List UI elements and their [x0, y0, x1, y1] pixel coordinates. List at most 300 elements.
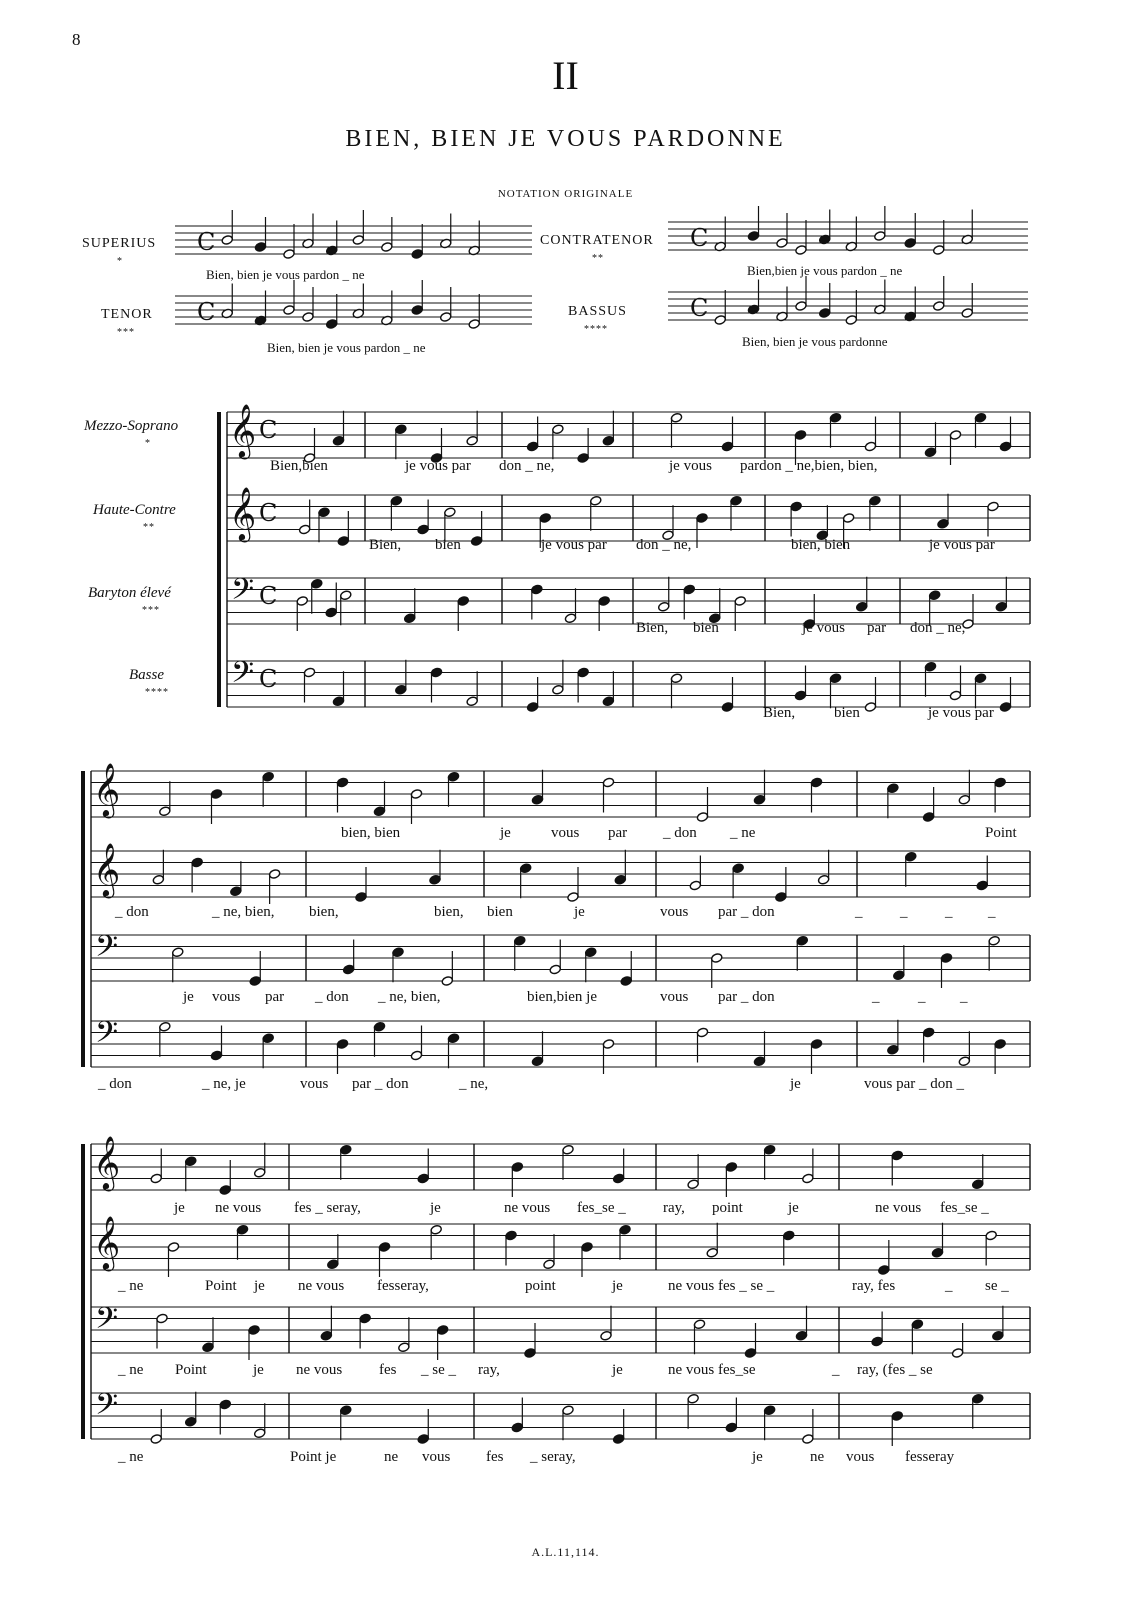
lyric-s3-v4-8: vous: [846, 1449, 875, 1465]
note-head: [958, 794, 970, 805]
lyric-s2-v4-4: _ ne,: [459, 1076, 489, 1092]
lyric-s2-v3-7: par _ don: [718, 989, 775, 1005]
note-head: [219, 1185, 231, 1196]
note-head: [531, 794, 543, 805]
lyric-s3-v4-9: fesseray: [905, 1449, 955, 1465]
note-head: [922, 812, 934, 823]
note-head: [410, 789, 422, 800]
lyric-tenor: Bien, bien je vous pardon _ ne: [267, 340, 426, 355]
part-name-bassus: BASSUS: [568, 304, 627, 319]
lyric-s3-v4-3: vous: [422, 1449, 451, 1465]
lyric-s2-v3-1: vous: [212, 989, 241, 1005]
mensural-note: [283, 305, 295, 316]
note-head: [444, 507, 456, 518]
note-head: [564, 613, 576, 624]
lyric-s3-v2-3: ne vous: [298, 1278, 345, 1294]
lyric-s1-v1-0: Bien,bien: [270, 458, 328, 474]
note-head: [958, 1056, 970, 1067]
lyric-s3-v3-10: ray, (fes _ se: [857, 1362, 933, 1378]
lyric-s3-v3-1: Point: [175, 1362, 207, 1378]
lyric-s1-v4-0: Bien,: [763, 705, 796, 721]
note-head: [410, 1050, 422, 1061]
lyric-s3-v2-7: ne vous fes _ se _: [668, 1278, 775, 1294]
lyric-s2-v3-4: _ ne, bien,: [378, 989, 441, 1005]
staff-system3-voice1: [91, 1144, 1030, 1190]
lyric-s1-v1-4: pardon _ ne,bien, bien,: [740, 458, 878, 474]
lyric-s2-v3-10: _: [960, 989, 968, 1005]
note-head: [417, 1173, 429, 1184]
note-head: [526, 702, 538, 713]
note-head: [976, 880, 988, 891]
note-head: [152, 874, 164, 885]
note-head: [732, 863, 744, 874]
lyric-s3-v3-9: _: [832, 1362, 840, 1378]
mensural-note: [819, 308, 831, 319]
note-head: [783, 1230, 795, 1241]
lyric-s2-v1-6: Point: [985, 825, 1017, 841]
note-head: [995, 601, 1007, 612]
mensural-note: [283, 249, 295, 260]
lyric-s3-v3-4: fes: [379, 1362, 397, 1378]
part-marker-contratenor: **: [592, 253, 604, 264]
staff-system3-voice4: [91, 1393, 1030, 1439]
lyric-s2-v3-9: _: [918, 989, 926, 1005]
note-head: [549, 964, 561, 975]
publisher-plate-code: A.L.11,114.: [531, 1545, 600, 1559]
note-head: [526, 441, 538, 452]
note-head: [869, 495, 881, 506]
mensural-note: [411, 305, 423, 316]
note-head: [248, 1325, 260, 1336]
lyric-s2-v3-6: vous: [660, 989, 689, 1005]
lyric-s2-v2-0: _ don: [115, 904, 149, 920]
note-head: [744, 1348, 756, 1359]
note-head: [940, 953, 952, 964]
common-time-icon: C: [259, 665, 278, 693]
note-head: [602, 435, 614, 446]
mensural-note: [440, 312, 452, 323]
note-head: [693, 1319, 705, 1330]
note-head: [949, 430, 961, 441]
lyric-s3-v4-6: je: [752, 1449, 763, 1465]
lyric-s1-v3-4: don _ ne,: [910, 620, 966, 636]
lyric-bassus: Bien, bien je vous pardonne: [742, 334, 888, 349]
note-head: [949, 690, 961, 701]
note-head: [775, 892, 787, 903]
note-head: [337, 536, 349, 547]
note-head: [585, 947, 597, 958]
lyric-s3-v1-4: ne vous: [504, 1200, 551, 1216]
lyric-s3-v4-2: ne: [384, 1449, 399, 1465]
note-head: [987, 501, 999, 512]
note-head: [620, 976, 632, 987]
common-time-icon: C: [259, 499, 278, 527]
lyric-s3-v1-0: je: [174, 1200, 185, 1216]
note-head: [531, 584, 543, 595]
note-head: [600, 1330, 612, 1341]
lyric-s3-v2-2: je: [254, 1278, 265, 1294]
note-head: [150, 1173, 162, 1184]
note-head: [683, 584, 695, 595]
note-head: [268, 869, 280, 880]
treble-clef-icon: 𝄞: [93, 842, 121, 896]
lyric-s3-v1-5: fes_se _: [577, 1200, 626, 1216]
note-head: [988, 935, 1000, 946]
note-head: [905, 851, 917, 862]
note-head: [185, 1416, 197, 1427]
lyric-s3-v3-6: ray,: [478, 1362, 500, 1378]
note-head: [417, 524, 429, 535]
lyric-s2-v2-8: _: [855, 904, 863, 920]
mensural-note: [795, 245, 807, 256]
lyric-s1-v2-5: je vous par: [929, 537, 995, 553]
staff-system1-voice2: [227, 495, 1030, 541]
lyric-s1-v1-1: je vous par: [405, 458, 471, 474]
note-head: [730, 495, 742, 506]
note-head: [878, 1265, 890, 1276]
mensural-note: [933, 245, 945, 256]
note-head: [864, 702, 876, 713]
note-head: [254, 1428, 266, 1439]
note-head: [404, 613, 416, 624]
lyric-s2-v2-10: _: [945, 904, 953, 920]
lyric-s2-v2-7: par _ don: [718, 904, 775, 920]
part-marker-bassus: ****: [584, 324, 608, 335]
note-head: [470, 536, 482, 547]
lyric-s2-v2-9: _: [900, 904, 908, 920]
note-head: [577, 453, 589, 464]
note-head: [937, 518, 949, 529]
note-head: [725, 1422, 737, 1433]
lyric-s3-v2-1: Point: [205, 1278, 237, 1294]
lyric-s3-v4-1: Point je: [290, 1449, 337, 1465]
note-head: [447, 1033, 459, 1044]
note-head: [887, 783, 899, 794]
note-head: [466, 696, 478, 707]
note-head: [922, 1027, 934, 1038]
note-head: [670, 412, 682, 423]
lyric-s2-v3-0: je: [183, 989, 194, 1005]
note-head: [619, 1224, 631, 1235]
note-head: [332, 435, 344, 446]
mensural-note: [961, 308, 973, 319]
note-head: [340, 590, 352, 601]
note-head: [794, 690, 806, 701]
lyric-s1-v4-2: je vous par: [928, 705, 994, 721]
mensural-note: [795, 301, 807, 312]
lyric-s3-v1-10: fes_se _: [940, 1200, 989, 1216]
note-head: [658, 601, 670, 612]
lyric-s2-v4-0: _ don: [98, 1076, 132, 1092]
staff-system3-voice3: [91, 1307, 1030, 1353]
lyric-s3-v3-0: _ ne: [118, 1362, 144, 1378]
note-head: [924, 447, 936, 458]
note-head: [696, 1027, 708, 1038]
lyric-s2-v1-1: je: [500, 825, 511, 841]
note-head: [398, 1342, 410, 1353]
lyric-s3-v1-8: je: [788, 1200, 799, 1216]
lyric-s2-v1-3: par: [608, 825, 628, 841]
note-head: [753, 1056, 765, 1067]
movement-number: II: [552, 53, 579, 98]
voice-name-mezzo: Mezzo-Soprano: [84, 418, 179, 434]
note-head: [562, 1405, 574, 1416]
common-time-icon: C: [259, 582, 278, 610]
note-head: [817, 874, 829, 885]
note-head: [159, 1021, 171, 1032]
note-head: [185, 1156, 197, 1167]
mensural-note: [302, 312, 314, 323]
note-head: [390, 495, 402, 506]
note-head: [447, 771, 459, 782]
note-head: [602, 1039, 614, 1050]
note-head: [511, 1422, 523, 1433]
note-head: [430, 1224, 442, 1235]
note-head: [359, 1313, 371, 1324]
lyric-s2-v1-0: bien, bien: [341, 825, 401, 841]
note-head: [219, 1399, 231, 1410]
note-head: [891, 1150, 903, 1161]
note-head: [796, 935, 808, 946]
note-head: [392, 947, 404, 958]
note-head: [210, 1050, 222, 1061]
lyric-s1-v3-1: bien: [693, 620, 719, 636]
lyric-s2-v4-6: vous par _ don _: [864, 1076, 964, 1092]
treble-clef-icon: 𝄞: [93, 762, 121, 816]
note-head: [336, 777, 348, 788]
piece-title: BIEN, BIEN JE VOUS PARDONNE: [345, 126, 786, 152]
voice-marker-haute-contre: **: [143, 522, 155, 533]
staff-system1-voice1: [227, 412, 1030, 458]
note-head: [430, 667, 442, 678]
note-head: [230, 886, 242, 897]
lyric-s3-v4-4: fes: [486, 1449, 504, 1465]
note-head: [696, 513, 708, 524]
note-head: [373, 806, 385, 817]
note-head: [670, 673, 682, 684]
note-head: [602, 777, 614, 788]
note-head: [262, 1033, 274, 1044]
note-head: [974, 412, 986, 423]
note-head: [734, 596, 746, 607]
note-head: [191, 857, 203, 868]
mensural-note: [904, 238, 916, 249]
note-head: [612, 1434, 624, 1445]
note-head: [332, 696, 344, 707]
lyric-s3-v1-1: ne vous: [215, 1200, 262, 1216]
note-head: [999, 702, 1011, 713]
note-head: [531, 1056, 543, 1067]
note-head: [696, 812, 708, 823]
note-head: [687, 1393, 699, 1404]
note-head: [802, 1173, 814, 1184]
mensural-note: [714, 315, 726, 326]
lyric-s3-v2-10: se _: [985, 1278, 1009, 1294]
note-head: [552, 684, 564, 695]
lyric-s3-v2-0: _ ne: [118, 1278, 144, 1294]
note-head: [156, 1313, 168, 1324]
lyric-s3-v2-8: ray, fes: [852, 1278, 896, 1294]
part-name-contratenor: CONTRATENOR: [540, 233, 654, 248]
note-head: [802, 1434, 814, 1445]
note-head: [236, 1224, 248, 1235]
lyric-s2-v2-1: _ ne, bien,: [212, 904, 275, 920]
note-head: [887, 1044, 899, 1055]
note-head: [519, 863, 531, 874]
note-head: [342, 964, 354, 975]
note-head: [441, 976, 453, 987]
note-head: [249, 976, 261, 987]
note-head: [864, 441, 876, 452]
note-head: [856, 601, 868, 612]
lyric-s2-v4-1: _ ne, je: [202, 1076, 246, 1092]
mensural-note: [747, 231, 759, 242]
part-name-tenor: TENOR: [101, 307, 153, 322]
note-head: [336, 1039, 348, 1050]
mensural-note: [776, 238, 788, 249]
staff-system2-voice1: [91, 771, 1030, 817]
bass-clef-icon: 𝄢: [95, 1016, 119, 1057]
lyric-s3-v4-5: _ seray,: [530, 1449, 576, 1465]
part-name-superius: SUPERIUS: [82, 236, 157, 251]
lyric-s1-v1-3: je vous: [669, 458, 712, 474]
note-head: [505, 1230, 517, 1241]
lyric-s2-v3-2: par: [265, 989, 285, 1005]
part-marker-superius: *: [117, 256, 123, 267]
mensural-note: [326, 319, 338, 330]
bass-clef-icon: 𝄢: [95, 930, 119, 971]
staff-system1-voice3: [227, 578, 1030, 624]
lyric-s3-v3-8: ne vous fes_se: [668, 1362, 756, 1378]
note-head: [829, 673, 841, 684]
note-head: [539, 513, 551, 524]
lyric-s3-v2-5: point: [525, 1278, 556, 1294]
note-head: [355, 892, 367, 903]
note-head: [303, 667, 315, 678]
note-head: [795, 1330, 807, 1341]
note-head: [810, 1039, 822, 1050]
note-head: [891, 1411, 903, 1422]
note-head: [602, 696, 614, 707]
voice-name-baryton: Baryton élevé: [88, 585, 171, 601]
note-head: [466, 435, 478, 446]
note-head: [924, 661, 936, 672]
note-head: [911, 1319, 923, 1330]
lyric-s3-v1-7: point: [712, 1200, 743, 1216]
bass-clef-icon: 𝄢: [231, 573, 255, 614]
note-head: [395, 424, 407, 435]
lyric-s3-v4-0: _ ne: [118, 1449, 144, 1465]
note-head: [254, 1167, 266, 1178]
lyric-s3-v1-6: ray,: [663, 1200, 685, 1216]
lyric-s2-v3-3: _ don: [315, 989, 349, 1005]
note-head: [687, 1179, 699, 1190]
mensural-note: [254, 242, 266, 253]
note-head: [159, 806, 171, 817]
treble-clef-icon: 𝄞: [229, 403, 257, 457]
note-head: [340, 1144, 352, 1155]
note-head: [514, 935, 526, 946]
lyric-s3-v3-5: _ se _: [421, 1362, 456, 1378]
lyric-s3-v1-3: je: [430, 1200, 441, 1216]
mensuration-sign-icon: C: [197, 228, 216, 256]
note-head: [457, 596, 469, 607]
lyric-contratenor: Bien,bien je vous pardon _ ne: [747, 263, 903, 278]
note-head: [311, 578, 323, 589]
note-head: [543, 1259, 555, 1270]
lyric-s3-v3-7: je: [612, 1362, 623, 1378]
note-head: [951, 1348, 963, 1359]
lyric-s3-v1-2: fes _ seray,: [294, 1200, 361, 1216]
mensuration-sign-icon: C: [197, 298, 216, 326]
note-head: [994, 777, 1006, 788]
lyric-s3-v2-6: je: [612, 1278, 623, 1294]
note-head: [318, 507, 330, 518]
lyric-s2-v1-2: vous: [551, 825, 580, 841]
note-head: [167, 1242, 179, 1253]
treble-clef-icon: 𝄞: [93, 1215, 121, 1269]
note-head: [552, 424, 564, 435]
lyric-s2-v3-8: _: [872, 989, 880, 1005]
part-marker-tenor: ***: [117, 327, 135, 338]
note-head: [567, 892, 579, 903]
lyric-s2-v4-2: vous: [300, 1076, 329, 1092]
note-head: [511, 1162, 523, 1173]
note-head: [378, 1242, 390, 1253]
lyric-s2-v4-3: par _ don: [352, 1076, 409, 1092]
page-number: 8: [72, 30, 81, 49]
note-head: [725, 1162, 737, 1173]
lyric-s1-v2-0: Bien,: [369, 537, 402, 553]
bass-clef-icon: 𝄢: [95, 1388, 119, 1429]
lyric-s1-v4-1: bien: [834, 705, 860, 721]
note-head: [210, 789, 222, 800]
mensural-note: [874, 231, 886, 242]
voice-name-basse: Basse: [129, 667, 164, 683]
lyric-s1-v2-4: bien, bien: [791, 537, 851, 553]
note-head: [829, 412, 841, 423]
mensuration-sign-icon: C: [690, 224, 709, 252]
note-head: [931, 1247, 943, 1258]
note-head: [562, 1144, 574, 1155]
voice-marker-basse: ****: [145, 687, 169, 698]
note-head: [577, 667, 589, 678]
original-notation-label: NOTATION ORIGINALE: [497, 188, 634, 200]
mensural-note: [221, 235, 233, 246]
lyric-s1-v2-3: don _ ne,: [636, 537, 692, 553]
lyric-s2-v4-5: je: [790, 1076, 801, 1092]
note-head: [928, 590, 940, 601]
mensural-note: [411, 249, 423, 260]
staff-system1-voice4: [227, 661, 1030, 707]
note-head: [689, 880, 701, 891]
bass-clef-icon: 𝄢: [231, 656, 255, 697]
lyric-s1-v3-3: par: [867, 620, 887, 636]
lyric-s2-v2-6: vous: [660, 904, 689, 920]
note-head: [325, 607, 337, 618]
lyric-s3-v4-7: ne: [810, 1449, 825, 1465]
lyric-s2-v3-5: bien,bien je: [527, 989, 597, 1005]
lyric-s2-v2-11: _: [988, 904, 996, 920]
note-head: [296, 596, 308, 607]
note-head: [721, 441, 733, 452]
mensural-note: [845, 315, 857, 326]
note-head: [340, 1405, 352, 1416]
note-head: [810, 777, 822, 788]
mensural-note: [468, 319, 480, 330]
note-head: [395, 684, 407, 695]
note-head: [614, 874, 626, 885]
